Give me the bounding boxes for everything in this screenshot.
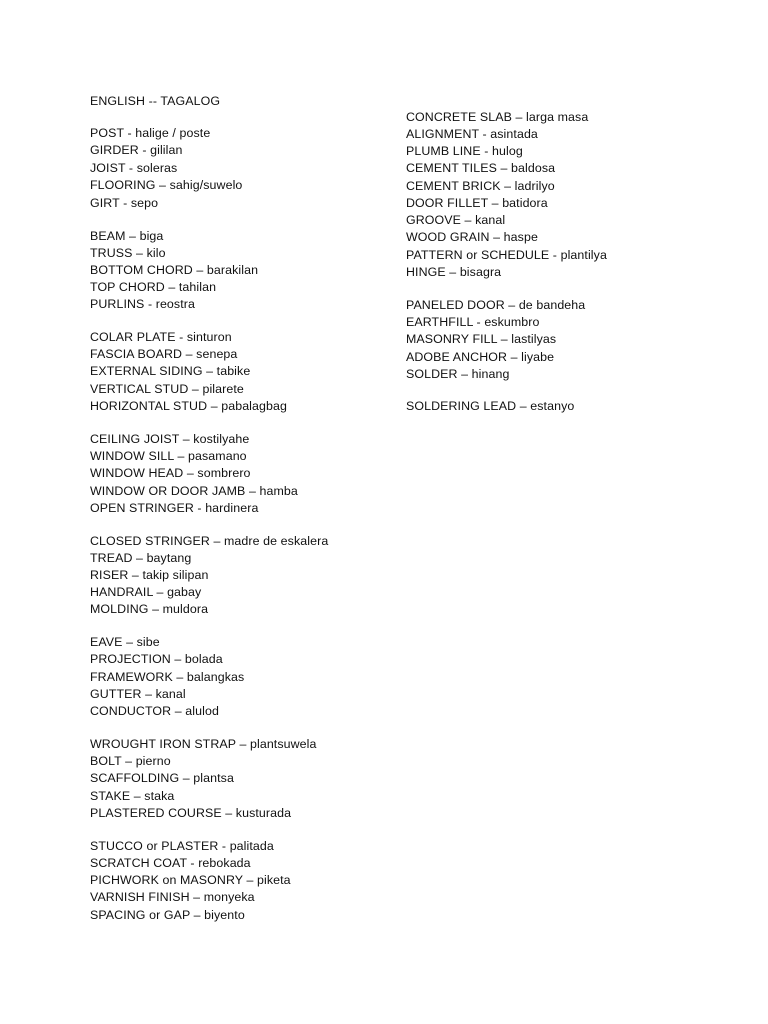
term-line: TREAD – baytang bbox=[90, 551, 192, 565]
term-line: FRAMEWORK – balangkas bbox=[90, 670, 245, 684]
term-line: PROJECTION – bolada bbox=[90, 652, 223, 666]
term-line: DOOR FILLET – batidora bbox=[406, 196, 548, 210]
term-line: WINDOW OR DOOR JAMB – hamba bbox=[90, 484, 298, 498]
term-line: PLASTERED COURSE – kusturada bbox=[90, 806, 292, 820]
term-line: HINGE – bisagra bbox=[406, 265, 502, 279]
term-line: ALIGNMENT - asintada bbox=[406, 127, 538, 141]
term-line: WROUGHT IRON STRAP – plantsuwela bbox=[90, 737, 317, 751]
term-line: STAKE – staka bbox=[90, 789, 175, 803]
term-line: SOLDERING LEAD – estanyo bbox=[406, 399, 575, 413]
term-line: HORIZONTAL STUD – pabalagbag bbox=[90, 399, 287, 413]
term-line: WINDOW SILL – pasamano bbox=[90, 449, 247, 463]
term-line: VARNISH FINISH – monyeka bbox=[90, 890, 255, 904]
term-line: PICHWORK on MASONRY – piketa bbox=[90, 873, 291, 887]
term-line: EARTHFILL - eskumbro bbox=[406, 315, 540, 329]
term-line: WOOD GRAIN – haspe bbox=[406, 230, 538, 244]
term-line: OPEN STRINGER - hardinera bbox=[90, 501, 259, 515]
term-line: SOLDER – hinang bbox=[406, 367, 510, 381]
term-line: MASONRY FILL – lastilyas bbox=[406, 332, 557, 346]
term-line: GIRDER - gililan bbox=[90, 143, 183, 157]
term-line: SCRATCH COAT - rebokada bbox=[90, 856, 251, 870]
term-line: SPACING or GAP – biyento bbox=[90, 908, 245, 922]
term-line: SCAFFOLDING – plantsa bbox=[90, 771, 234, 785]
term-line: FLOORING – sahig/suwelo bbox=[90, 178, 243, 192]
term-line: HANDRAIL – gabay bbox=[90, 585, 202, 599]
term-line: JOIST - soleras bbox=[90, 161, 178, 175]
term-line: BEAM – biga bbox=[90, 229, 164, 243]
term-line: PLUMB LINE - hulog bbox=[406, 144, 523, 158]
term-line: GUTTER – kanal bbox=[90, 687, 186, 701]
term-line: TOP CHORD – tahilan bbox=[90, 280, 217, 294]
term-line: ADOBE ANCHOR – liyabe bbox=[406, 350, 555, 364]
term-line: VERTICAL STUD – pilarete bbox=[90, 382, 244, 396]
term-line: BOTTOM CHORD – barakilan bbox=[90, 263, 259, 277]
term-line: COLAR PLATE - sinturon bbox=[90, 330, 232, 344]
term-line: PURLINS - reostra bbox=[90, 297, 195, 311]
term-line: CLOSED STRINGER – madre de eskalera bbox=[90, 534, 329, 548]
term-line: PANELED DOOR – de bandeha bbox=[406, 298, 586, 312]
term-line: CEILING JOIST – kostilyahe bbox=[90, 432, 250, 446]
term-line: EXTERNAL SIDING – tabike bbox=[90, 364, 251, 378]
term-line: RISER – takip silipan bbox=[90, 568, 209, 582]
term-line: TRUSS – kilo bbox=[90, 246, 166, 260]
term-line: CONDUCTOR – alulod bbox=[90, 704, 219, 718]
term-line: STUCCO or PLASTER - palitada bbox=[90, 839, 274, 853]
term-line: CONCRETE SLAB – larga masa bbox=[406, 110, 589, 124]
term-line: CEMENT BRICK – ladrilyo bbox=[406, 179, 555, 193]
term-line: POST - halige / poste bbox=[90, 126, 211, 140]
term-line: MOLDING – muldora bbox=[90, 602, 209, 616]
term-line: EAVE – sibe bbox=[90, 635, 160, 649]
header-line: ENGLISH -- TAGALOG bbox=[90, 94, 221, 108]
term-line: FASCIA BOARD – senepa bbox=[90, 347, 238, 361]
term-line: PATTERN or SCHEDULE - plantilya bbox=[406, 248, 607, 262]
term-line: GROOVE – kanal bbox=[406, 213, 506, 227]
term-line: BOLT – pierno bbox=[90, 754, 171, 768]
term-line: CEMENT TILES – baldosa bbox=[406, 161, 556, 175]
term-line: GIRT - sepo bbox=[90, 196, 159, 210]
term-line: WINDOW HEAD – sombrero bbox=[90, 466, 251, 480]
